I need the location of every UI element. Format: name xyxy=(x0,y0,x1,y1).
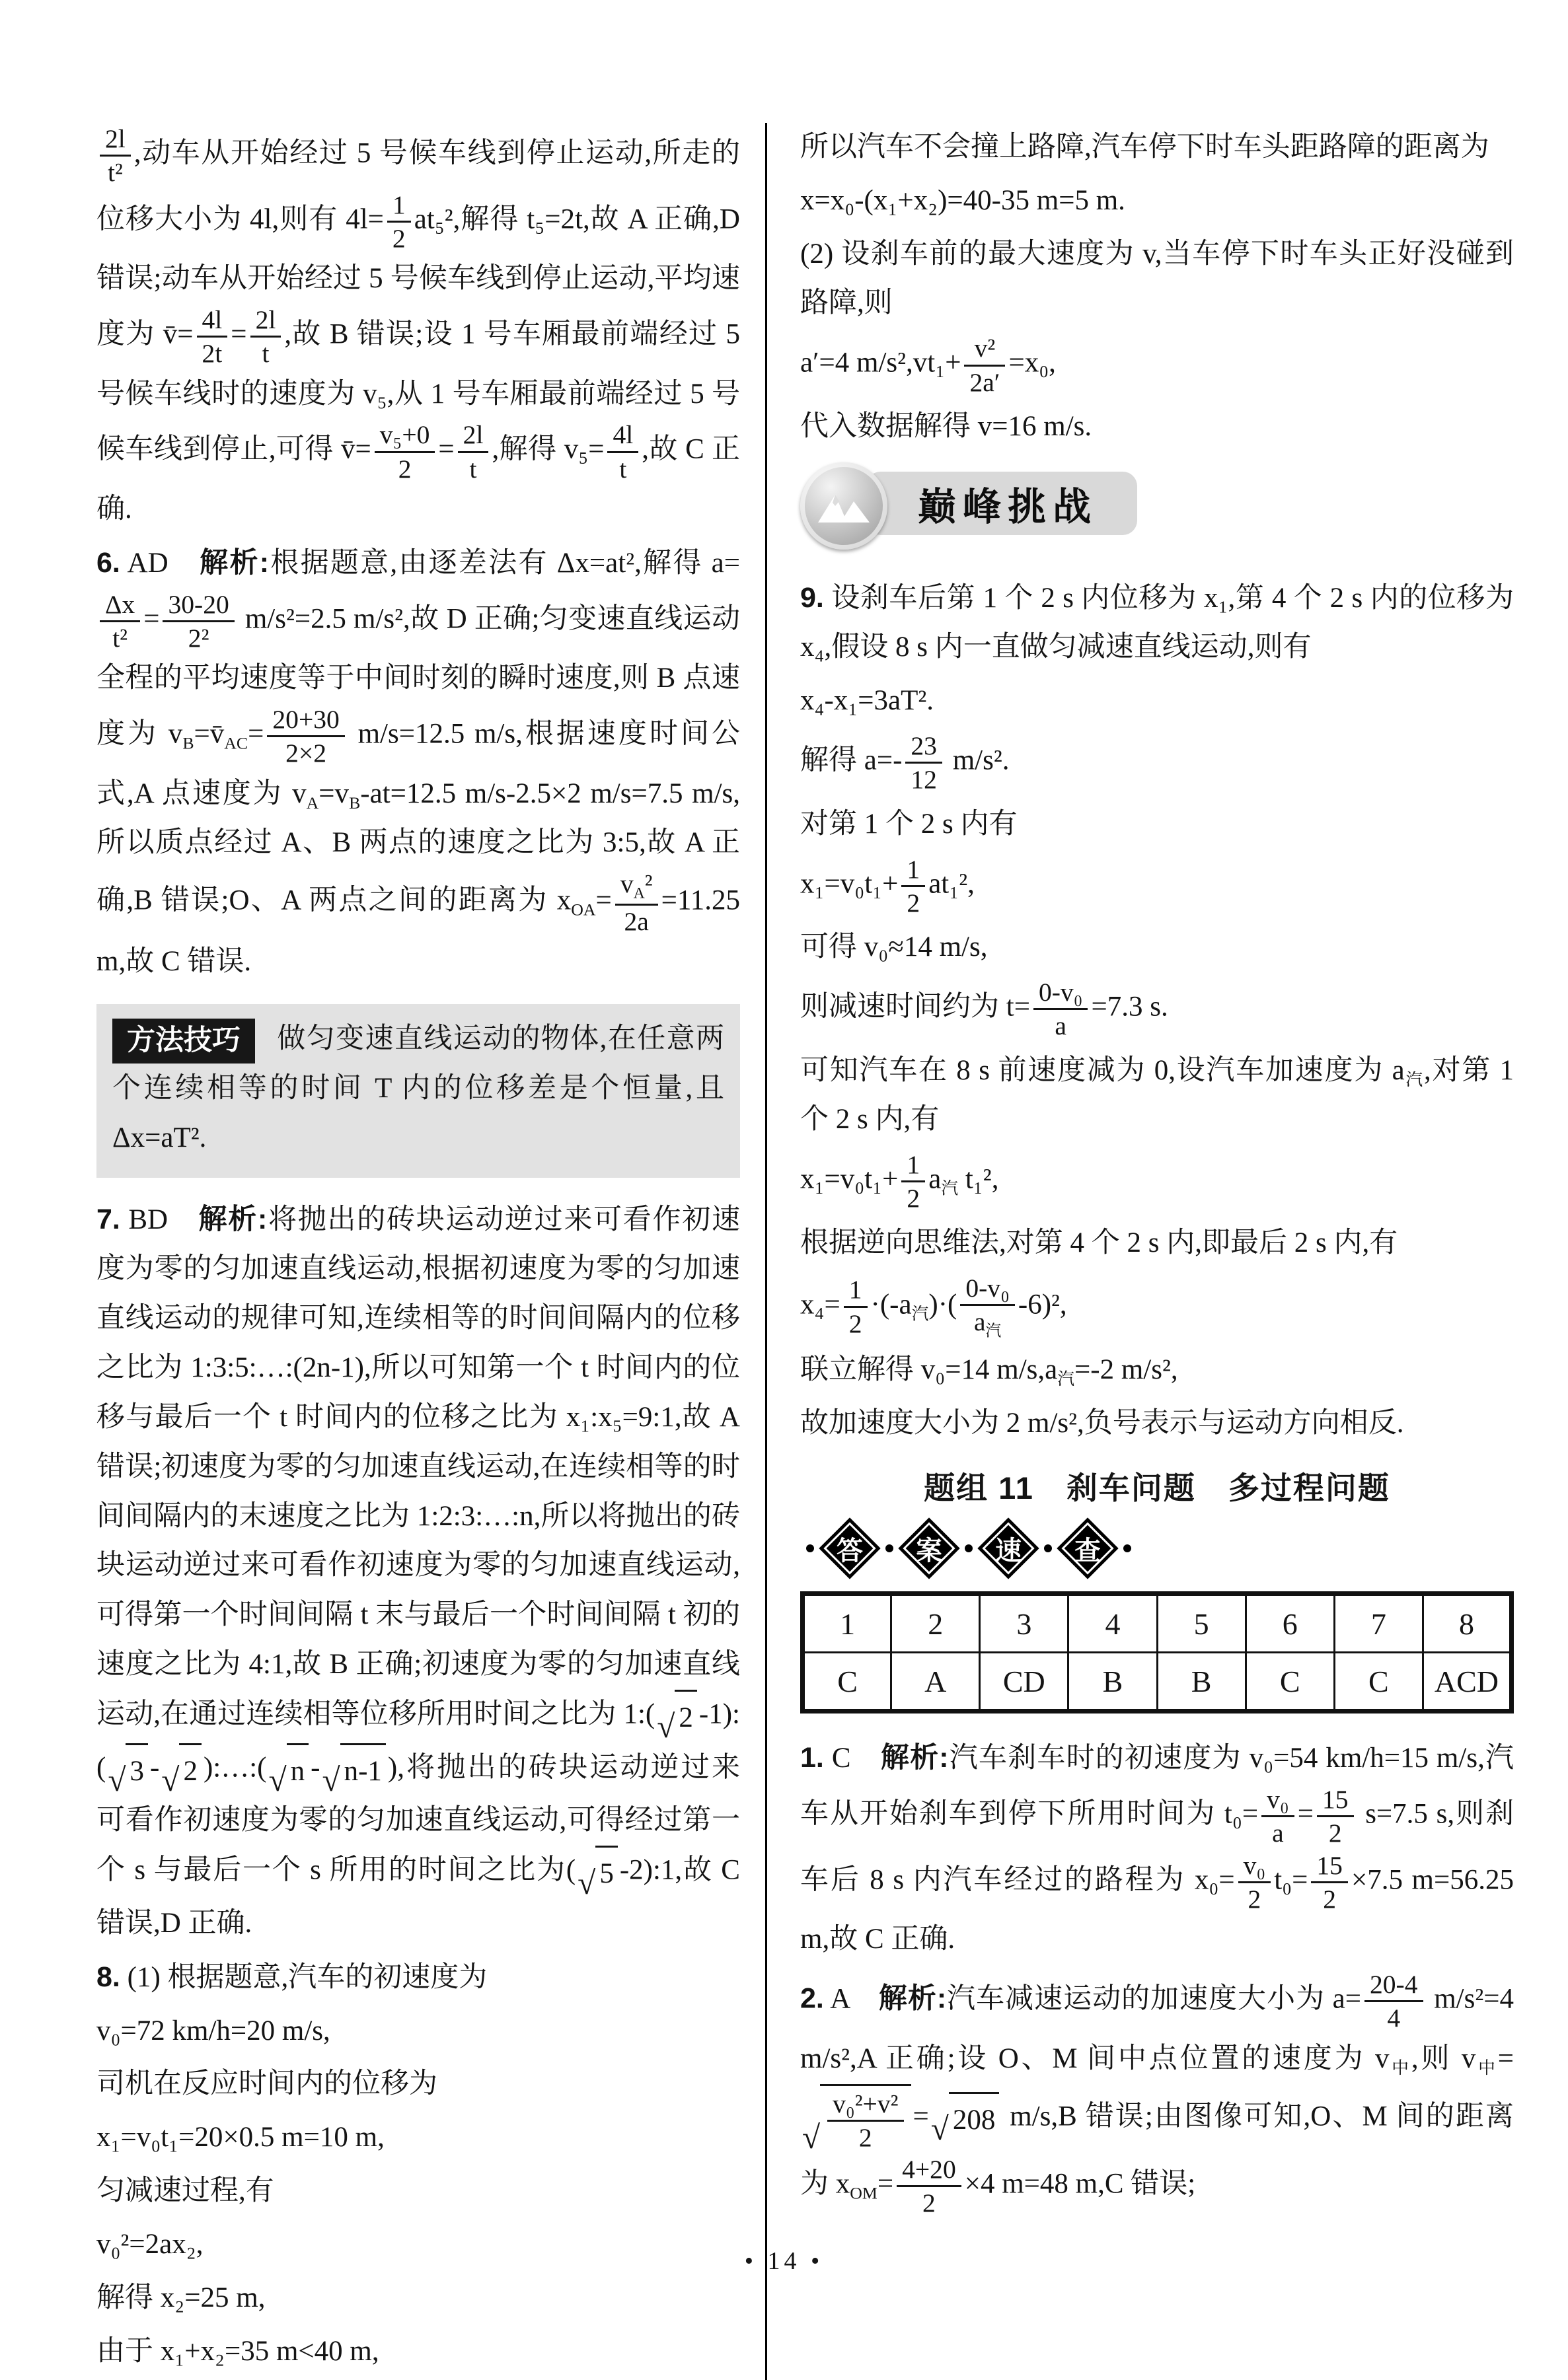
left-paragraphs-top xyxy=(96,123,740,987)
left-paragraphs-bottom xyxy=(96,1195,740,2377)
paragraph: 司机在反应时间内的位移为 xyxy=(96,2068,437,2100)
paragraph: 8. (1) 根据题意,汽车的初速度为 xyxy=(96,1961,488,1993)
paragraph: 7. BD 解析:将抛出的砖块运动逆过来可看作初速度为零的匀加速直线运动,根据初速度为零的匀加速直线运动的规律可知,连续相等的时间间隔内的位移之比为 1:3:5:…:(2n-1),所以可知第一个 t 时间内的位移与最后一个 t 时间内的位移之比为 x₁:x₅=9:1,故 A 错误;初速度为零的匀加速直线运动,在连续相等的时间间隔内的末速度之比为 1:2:3:…:n,所以将抛出的砖块运动逆过来可看作初速度为零的匀加速直线运动,可得第一个时间间隔 t 末与最后一个时间间隔 t 初的速度之比为 4:1,故 B 正确;初速度为零的匀加速直线运动,在通过连续相等位移所用时间之比为 1:( √ 2 -1):( √ 3 - √ 2 ):…:( √ n - √ n-1 ),将抛出的砖块运动逆过来可看作初速度为零的匀加速直线运动,可得经过第一个 s 与最后一个 s 所用的时间之比为( √ 5 -2):1,故 C 错误,D 正确. xyxy=(96,1203,740,1939)
paragraph: 2. A 解析:汽车减速运动的加速度大小为 a= $\frac{20-4}{4}$ m/s²=4 m/s²,A 正确;设 O、M 间中点位置的速度为 $v_中$,则 $v_中=$ √ $\frac{\text{v₀²+v²}}{2}$ = √ 208 m/s,B 错误;由图像可知,O、M 间的距离为 $x_{OM}=$ $\frac{4+20}{2}$ ×4 m=48 m,C 错误; xyxy=(800,1970,1514,2218)
paragraph: 9. 设刹车后第 1 个 2 s 内位移为 x₁,第 4 个 2 s 内的位移为 x₄,假设 8 s 内一直做匀减速直线运动,则有 xyxy=(800,581,1514,663)
answer-table-cell: 2 xyxy=(891,1594,980,1653)
paragraph: 可得 v₀≈14 m/s, xyxy=(800,931,988,963)
dot-separator xyxy=(1044,1544,1052,1552)
mountain-icon xyxy=(800,462,887,550)
dot-separator xyxy=(965,1544,973,1552)
challenge-badge-pill xyxy=(866,472,1137,535)
answer-table-cell: A xyxy=(891,1653,980,1712)
answer-table-cell: CD xyxy=(980,1653,1068,1712)
answer-quick-check-badge xyxy=(800,1520,1514,1577)
paragraph: 则减速时间约为 t= $\frac{\text{0-v₀}}{a}$ =7.3 s. xyxy=(800,977,1168,1041)
dot-separator xyxy=(806,1544,814,1552)
answer-table-answer-row xyxy=(803,1653,1512,1712)
left-column xyxy=(96,123,765,2380)
paragraph: (2) 设刹车前的最大速度为 v,当车停下时车头正好没碰到路障,则 xyxy=(800,238,1514,319)
dot-separator xyxy=(1123,1544,1131,1552)
paragraph: a′=4 m/s²,vt₁+ $\frac{\text{v²}}{2a'}$ =x₀, xyxy=(800,334,1056,397)
answer-table-cell: ACD xyxy=(1423,1653,1511,1712)
paragraph: 根据逆向思维法,对第 4 个 2 s 内,即最后 2 s 内,有 xyxy=(800,1227,1398,1258)
answer-table-cell: C xyxy=(1334,1653,1423,1712)
answer-table-cell: B xyxy=(1068,1653,1157,1712)
paragraph: 解得 a=- $\frac{23}{12}$ m/s². xyxy=(800,731,1010,795)
paragraph: 联立解得 v₀=14 $m/s,a_汽=-2$ m/s², xyxy=(800,1353,1178,1388)
challenge-badge xyxy=(800,462,1514,554)
paragraph: 1. C 解析:汽车刹车时的初速度为 v₀=54 km/h=15 m/s,汽车从开始刹车到停下所用时间为 t₀= $\frac{\text{v₀}}{a}$ = $\frac{15}{2}$ s=7.5 s,则刹车后 8 s 内汽车经过的路程为 x₀= $\frac{\text{v₀}}{2}$ t₀= $\frac{15}{2}$ ×7.5 m=56.25 m,故 C 正确. xyxy=(800,1742,1514,1955)
method-tip-text xyxy=(112,1015,724,1163)
right-paragraphs-middle xyxy=(800,573,1514,1449)
answer-table-cell: 7 xyxy=(1334,1594,1423,1653)
paragraph: v₀²=2ax₂, xyxy=(96,2228,204,2260)
right-paragraphs-bottom xyxy=(800,1733,1514,2219)
paragraph: x₁=v₀t₁=20×0.5 m=10 m, xyxy=(96,2122,385,2153)
right-paragraphs-top xyxy=(800,123,1514,452)
answer-quick-check-diamond: 速 xyxy=(977,1518,1039,1579)
paragraph: 代入数据解得 v=16 m/s. xyxy=(800,410,1092,442)
method-tip-content: 做匀变速直线运动的物体,在任意两个连续相等的时间 T 内的位移差是个恒量,且 Δx=aT². xyxy=(112,1023,724,1153)
paragraph: x₄-x₁=3aT². xyxy=(800,685,934,717)
paragraph: 对第 1 个 2 s 内有 xyxy=(800,808,1018,840)
method-tip-label: 方法技巧 xyxy=(112,1019,255,1064)
paragraph: 6. AD 解析:根据题意,由逐差法有 Δx=at²,解得 a= $\frac{\Delta x}{\text{t²}}$ = $\frac{30-20}{\text{2²}}$ m/s²=2.5 m/s²,故 D 正确;匀变速直线运动全程的平均速度等于中间时刻的瞬时速度,则 B 点速度为 $v_B=v̄_{AC}=$ $\frac{20+30}{2\times 2}$ m/s=12.5 m/s,根据速度时间公式,A 点速度为 $v_A=v_B-at=12.5$ m/s-2.5×2 m/s=7.5 m/s,所以质点经过 A、B 两点的速度之比为 3:5,故 A 正确,B 错误;O、A 两点之间的距离为 $x_{OA}=$ $\frac{v_A^2}{2a}$ =11.25 m,故 C 错误. xyxy=(96,546,740,978)
paragraph: x=x₀-(x₁+x₂)=40-35 m=5 m. xyxy=(800,184,1125,216)
answer-table-cell: 1 xyxy=(803,1594,891,1653)
answer-table-cell: 5 xyxy=(1157,1594,1246,1653)
answer-quick-check-diamond: 查 xyxy=(1057,1518,1118,1579)
dot-separator xyxy=(885,1544,893,1552)
paragraph: x₁=v₀t₁+ $\frac{1}{2}$ at₁², xyxy=(800,854,975,918)
answer-quick-check-diamond: 答 xyxy=(819,1518,880,1579)
paragraph: 所以汽车不会撞上路障,汽车停下时车头距路障的距离为 xyxy=(800,131,1489,162)
paragraph: 匀减速过程,有 xyxy=(96,2175,274,2207)
paragraph: 可知汽车在 8 s 前速度减为 0,设汽车加速度为 $a_汽$,对第 1 个 2 s 内,有 xyxy=(800,1054,1514,1136)
page-number: • 14 • xyxy=(744,2247,824,2275)
answer-quick-check-diamond: 案 xyxy=(898,1518,959,1579)
paragraph: v₀=72 km/h=20 m/s, xyxy=(96,2015,330,2046)
paragraph: 故加速度大小为 2 m/s²,负号表示与运动方向相反. xyxy=(800,1407,1404,1439)
answer-table-cell: B xyxy=(1157,1653,1246,1712)
right-column xyxy=(765,123,1514,2380)
challenge-badge-label: 巅峰挑战 xyxy=(918,485,1098,528)
answer-table-cell: C xyxy=(803,1653,891,1712)
answer-table xyxy=(800,1591,1514,1713)
problem-set-title: 题组 11 刹车问题 多过程问题 xyxy=(924,1470,1390,1506)
paragraph: x₁=v₀t₁+ $\frac{1}{2}$ $a_汽$ t₁², xyxy=(800,1150,999,1213)
paragraph: 由于 x₁+x₂=35 m<40 m, xyxy=(96,2335,379,2367)
answer-table-cell: 4 xyxy=(1068,1594,1157,1653)
answer-table-cell: C xyxy=(1246,1653,1334,1712)
method-tip-box xyxy=(96,1004,740,1177)
paragraph: $\frac{2l}{\text{t²}}$ ,动车从开始经过 5 号候车线到停止运动,所走的位移大小为 4l,则有 4l= $\frac{1}{2}$ at₅²,解得 t₅=2t,故 A 正确,D 错误;动车从开始经过 5 号候车线到停止运动,平均速度为 v̄= $\frac{4l}{2t}$ = $\frac{2l}{t}$ ,故 B 错误;设 1 号车厢最前端经过 5 号候车线时的速度为 v₅,从 1 号车厢最前端经过 5 号候车线到停止,可得 v̄= $\frac{\text{v₅+0}}{2}$ = $\frac{2l}{t}$ ,解得 v₅= $\frac{4l}{t}$ ,故 C 正确. xyxy=(96,124,740,524)
answer-table-cell: 6 xyxy=(1246,1594,1334,1653)
answer-table-cell: 8 xyxy=(1423,1594,1511,1653)
paragraph: x₄= $\frac{1}{2}$ $\cdot(-a_汽)\cdot$( $\frac{\text{0-v₀}}{a_汽}$ -6)², xyxy=(800,1273,1067,1340)
paragraph: 解得 x₂=25 m, xyxy=(96,2282,266,2313)
answer-table-number-row xyxy=(803,1594,1512,1653)
answer-table-cell: 3 xyxy=(980,1594,1068,1653)
